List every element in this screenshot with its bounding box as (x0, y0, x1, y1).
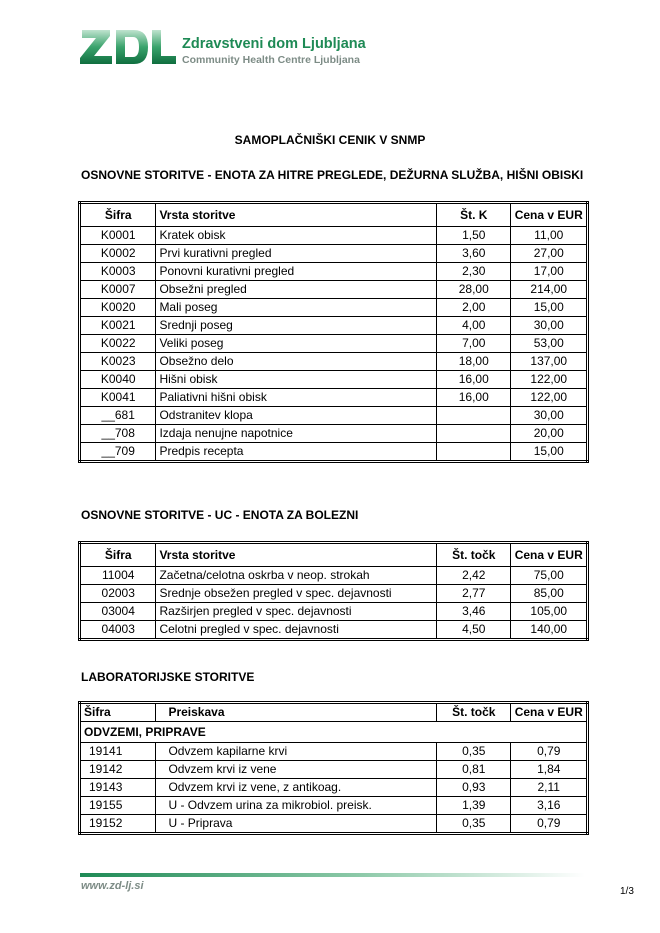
cell-points: 2,42 (437, 567, 511, 585)
table-body (80, 567, 588, 640)
cell-code: K0001 (80, 227, 156, 245)
cell-code: 03004 (80, 603, 156, 621)
col-header-points: Št. točk (437, 703, 511, 722)
table-row (80, 761, 588, 779)
cell-code: 11004 (80, 567, 156, 585)
page-number: 1/3 (620, 886, 634, 897)
group-row (80, 722, 588, 743)
cell-service: Obsežno delo (156, 353, 437, 371)
section-heading-uc-bolezni: OSNOVNE STORITVE - UC - ENOTA ZA BOLEZNI (81, 508, 359, 522)
table-row (80, 567, 588, 585)
cell-points: 28,00 (437, 281, 511, 299)
cell-price: 17,00 (511, 263, 588, 281)
cell-points: 1,39 (437, 797, 511, 815)
table-row (80, 263, 588, 281)
cell-service: U - Odvzem urina za mikrobiol. preisk. (156, 797, 437, 815)
cell-points (437, 425, 511, 443)
cell-service: Hišni obisk (156, 371, 437, 389)
section-heading-laboratorij: LABORATORIJSKE STORITVE (81, 670, 255, 684)
cell-service: Ponovni kurativni pregled (156, 263, 437, 281)
cell-points (437, 407, 511, 425)
table-row (80, 815, 588, 834)
cell-points: 2,30 (437, 263, 511, 281)
col-header-code: Šifra (80, 703, 156, 722)
cell-code: K0022 (80, 335, 156, 353)
col-header-points: Št. K (437, 203, 511, 227)
cell-code: 19143 (80, 779, 156, 797)
cell-points: 1,50 (437, 227, 511, 245)
cell-price: 3,16 (511, 797, 588, 815)
group-label: ODVZEMI, PRIPRAVE (80, 722, 588, 743)
cell-code: __709 (80, 443, 156, 462)
zdl-logo-mark (80, 26, 176, 66)
cell-points: 0,35 (437, 743, 511, 761)
cell-code: K0040 (80, 371, 156, 389)
footer-url: www.zd-lj.si (81, 880, 144, 892)
cell-code: 19155 (80, 797, 156, 815)
table-row (80, 425, 588, 443)
table-row (80, 443, 588, 462)
cell-price: 27,00 (511, 245, 588, 263)
cell-points: 2,00 (437, 299, 511, 317)
cell-service: U - Priprava (156, 815, 437, 834)
cell-price: 11,00 (511, 227, 588, 245)
cell-code: 04003 (80, 621, 156, 640)
cell-points: 16,00 (437, 371, 511, 389)
cell-price: 20,00 (511, 425, 588, 443)
table-row (80, 335, 588, 353)
cell-service: Izdaja nenujne napotnice (156, 425, 437, 443)
cell-price: 122,00 (511, 371, 588, 389)
cell-price: 15,00 (511, 299, 588, 317)
cell-price: 30,00 (511, 317, 588, 335)
cell-points: 4,50 (437, 621, 511, 640)
cell-price: 122,00 (511, 389, 588, 407)
cell-service: Razširjen pregled v spec. dejavnosti (156, 603, 437, 621)
cell-code: 02003 (80, 585, 156, 603)
table-row (80, 389, 588, 407)
cell-price: 1,84 (511, 761, 588, 779)
table-row (80, 281, 588, 299)
price-table-uc-bolezni (78, 541, 589, 641)
cell-points: 2,77 (437, 585, 511, 603)
cell-points: 4,00 (437, 317, 511, 335)
cell-points: 3,60 (437, 245, 511, 263)
cell-service: Odvzem kapilarne krvi (156, 743, 437, 761)
cell-code: K0003 (80, 263, 156, 281)
cell-code: 19142 (80, 761, 156, 779)
logo (80, 26, 380, 70)
col-header-service: Vrsta storitve (156, 543, 437, 567)
cell-code: K0002 (80, 245, 156, 263)
cell-points: 18,00 (437, 353, 511, 371)
cell-price: 85,00 (511, 585, 588, 603)
cell-code: __681 (80, 407, 156, 425)
cell-price: 2,11 (511, 779, 588, 797)
price-table-hitri-pregledi (78, 201, 589, 463)
cell-code: K0021 (80, 317, 156, 335)
cell-service: Srednje obsežen pregled v spec. dejavnosti (156, 585, 437, 603)
table-row (80, 317, 588, 335)
table-body (80, 722, 588, 834)
cell-price: 75,00 (511, 567, 588, 585)
cell-service: Celotni pregled v spec. dejavnosti (156, 621, 437, 640)
col-header-price: Cena v EUR (511, 543, 588, 567)
cell-code: 19152 (80, 815, 156, 834)
cell-code: __708 (80, 425, 156, 443)
table-row (80, 299, 588, 317)
table-body (80, 227, 588, 462)
cell-service: Začetna/celotna oskrba v neop. strokah (156, 567, 437, 585)
cell-points: 16,00 (437, 389, 511, 407)
col-header-points: Št. točk (437, 543, 511, 567)
table-row (80, 621, 588, 640)
cell-points (437, 443, 511, 462)
table-row (80, 585, 588, 603)
table-row (80, 797, 588, 815)
table-row (80, 353, 588, 371)
cell-service: Veliki poseg (156, 335, 437, 353)
cell-points: 0,81 (437, 761, 511, 779)
cell-code: 19141 (80, 743, 156, 761)
table-row (80, 779, 588, 797)
cell-points: 7,00 (437, 335, 511, 353)
footer-divider (80, 873, 585, 877)
table-row (80, 245, 588, 263)
col-header-service: Vrsta storitve (156, 203, 437, 227)
cell-price: 214,00 (511, 281, 588, 299)
table-row (80, 743, 588, 761)
cell-price: 105,00 (511, 603, 588, 621)
cell-points: 0,35 (437, 815, 511, 834)
cell-price: 0,79 (511, 815, 588, 834)
cell-code: K0041 (80, 389, 156, 407)
cell-price: 15,00 (511, 443, 588, 462)
org-subtitle: Community Health Centre Ljubljana (182, 54, 360, 66)
cell-service: Paliativni hišni obisk (156, 389, 437, 407)
section-heading-hitri-pregledi: OSNOVNE STORITVE - ENOTA ZA HITRE PREGLEDE, DEŽURNA SLUŽBA, HIŠNI OBISKI (81, 168, 584, 182)
cell-price: 140,00 (511, 621, 588, 640)
cell-price: 137,00 (511, 353, 588, 371)
cell-code: K0023 (80, 353, 156, 371)
table-row (80, 371, 588, 389)
cell-service: Obsežni pregled (156, 281, 437, 299)
cell-service: Srednji poseg (156, 317, 437, 335)
cell-service: Odstranitev klopa (156, 407, 437, 425)
col-header-code: Šifra (80, 203, 156, 227)
cell-service: Prvi kurativni pregled (156, 245, 437, 263)
col-header-code: Šifra (80, 543, 156, 567)
document-title: SAMOPLAČNIŠKI CENIK V SNMP (234, 133, 426, 147)
col-header-price: Cena v EUR (511, 203, 588, 227)
col-header-price: Cena v EUR (511, 703, 588, 722)
col-header-test: Preiskava (156, 703, 437, 722)
table-row (80, 227, 588, 245)
cell-code: K0020 (80, 299, 156, 317)
cell-service: Mali poseg (156, 299, 437, 317)
cell-points: 0,93 (437, 779, 511, 797)
cell-price: 53,00 (511, 335, 588, 353)
price-table-laboratorij (78, 701, 589, 835)
cell-service: Odvzem krvi iz vene (156, 761, 437, 779)
org-name: Zdravstveni dom Ljubljana (182, 36, 366, 52)
cell-service: Odvzem krvi iz vene, z antikoag. (156, 779, 437, 797)
cell-code: K0007 (80, 281, 156, 299)
cell-service: Predpis recepta (156, 443, 437, 462)
cell-points: 3,46 (437, 603, 511, 621)
table-row (80, 603, 588, 621)
table-row (80, 407, 588, 425)
cell-price: 30,00 (511, 407, 588, 425)
cell-service: Kratek obisk (156, 227, 437, 245)
cell-price: 0,79 (511, 743, 588, 761)
